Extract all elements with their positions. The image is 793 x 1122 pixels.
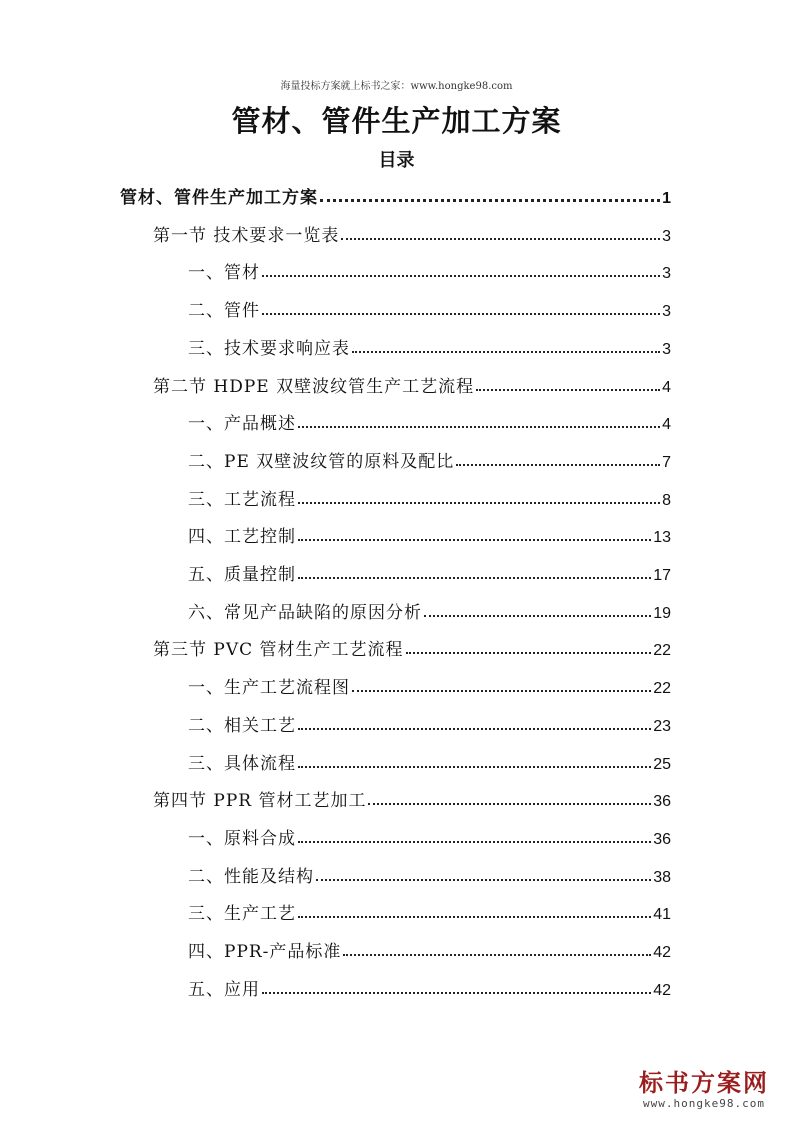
toc-entry[interactable] [188,327,671,359]
toc-dot-leader [298,766,651,768]
toc-dot-leader [352,351,660,353]
toc-entry-text: 五、应用 [188,979,260,1000]
toc-entry[interactable] [188,553,671,585]
toc-entry-page: 42 [653,981,671,999]
toc-entry-text: 一、生产工艺流程图 [188,678,350,699]
toc-entry-page: 4 [662,378,671,396]
toc-dot-leader [424,615,651,617]
toc-entry-page: 22 [653,642,671,660]
toc-dot-leader [406,652,652,654]
toc-entry-text: 六、常见产品缺陷的原因分析 [188,602,422,623]
toc-entry-text: 一、管材 [188,263,260,284]
watermark-title: 标书方案网 [639,1069,769,1097]
toc-entry-page: 41 [653,906,671,924]
toc-entry[interactable] [188,704,671,736]
toc-entry[interactable] [188,855,671,887]
toc-entry-text: 第三节 PVC 管材生产工艺流程 [153,640,404,661]
toc-dot-leader [368,803,651,805]
toc-entry[interactable] [188,666,671,698]
toc-dot-leader [476,389,660,391]
toc-entry-page: 3 [662,227,671,245]
watermark-url: www.hongke98.com [643,1097,765,1110]
toc-dot-leader [316,879,651,881]
toc-entry-text: 三、技术要求响应表 [188,338,350,359]
document-title: 管材、管件生产加工方案 [231,104,562,138]
toc-dot-leader [456,464,660,466]
toc-entry-page: 8 [662,491,671,509]
toc-entry-page: 3 [662,340,671,358]
toc-entry[interactable] [188,440,671,472]
toc-dot-leader [298,577,651,579]
toc-entry-page: 1 [662,190,671,207]
toc-entry[interactable] [153,365,671,397]
toc-dot-leader [352,690,651,692]
toc-dot-leader [341,238,660,240]
toc-entry-page: 3 [662,265,671,283]
toc-dot-leader [298,539,651,541]
toc-entry-page: 36 [653,830,671,848]
toc-dot-leader [298,728,651,730]
toc-entry-text: 三、具体流程 [188,753,296,774]
toc-entry-text: 三、生产工艺 [188,904,296,925]
toc-entry-text: 一、原料合成 [188,828,296,849]
toc-entry-text: 管材、管件生产加工方案 [120,188,318,208]
toc-entry-page: 22 [653,680,671,698]
toc-entry-text: 第四节 PPR 管材工艺加工 [153,791,367,812]
toc-entry-page: 3 [662,303,671,321]
toc-entry-page: 36 [653,793,671,811]
toc-entry-page: 19 [653,604,671,622]
toc-entry[interactable] [188,968,671,1000]
toc-entry[interactable] [188,930,671,962]
toc-entry-page: 38 [653,868,671,886]
toc-entry-page: 13 [653,529,671,547]
toc-entry[interactable] [153,628,671,660]
toc-entry-text: 四、工艺控制 [188,527,296,548]
toc-entry-page: 25 [653,755,671,773]
toc-entry[interactable] [120,176,671,208]
toc-entry[interactable] [188,515,671,547]
toc-entry[interactable] [188,251,671,283]
toc-entry-text: 二、相关工艺 [188,715,296,736]
toc-entry-text: 四、PPR-产品标准 [188,942,342,962]
toc-entry-text: 一、产品概述 [188,414,296,435]
toc-dot-leader [343,954,651,956]
toc-dot-leader [298,502,660,504]
header-note: 海量投标方案就上标书之家：www.hongke98.com [280,81,513,92]
toc-dot-leader [298,916,651,918]
toc-entry[interactable] [188,289,671,321]
toc-dot-leader [320,199,660,202]
toc-entry-text: 五、质量控制 [188,565,296,585]
toc-entry-text: 第二节 HDPE 双壁波纹管生产工艺流程 [153,376,475,397]
toc-entry[interactable] [153,779,671,811]
watermark-logo [629,1069,779,1110]
toc-entry-page: 4 [662,416,671,434]
toc-entry-text: 二、PE 双壁波纹管的原料及配比 [188,451,455,472]
toc-heading: 目录 [378,150,415,171]
toc-entry[interactable] [188,742,671,774]
toc-entry[interactable] [188,892,671,924]
toc-entry[interactable] [188,817,671,849]
toc-entry-page: 7 [662,453,671,471]
toc-dot-leader [262,275,660,277]
toc-entry-text: 三、工艺流程 [188,489,296,510]
toc-dot-leader [262,313,660,315]
toc-dot-leader [262,992,651,994]
toc-dot-leader [298,841,651,843]
toc-entry-text: 第一节 技术要求一览表 [153,225,340,246]
toc-entry[interactable] [188,402,671,434]
toc-dot-leader [298,426,660,428]
toc-entry[interactable] [188,478,671,510]
toc-entry-page: 42 [653,944,671,961]
toc-entry-text: 二、管件 [188,301,260,322]
toc-entry[interactable] [188,591,671,623]
toc-entry[interactable] [153,214,671,246]
toc-entry-page: 17 [653,567,671,584]
toc-entry-page: 23 [653,717,671,735]
toc-entry-text: 二、性能及结构 [188,866,314,887]
